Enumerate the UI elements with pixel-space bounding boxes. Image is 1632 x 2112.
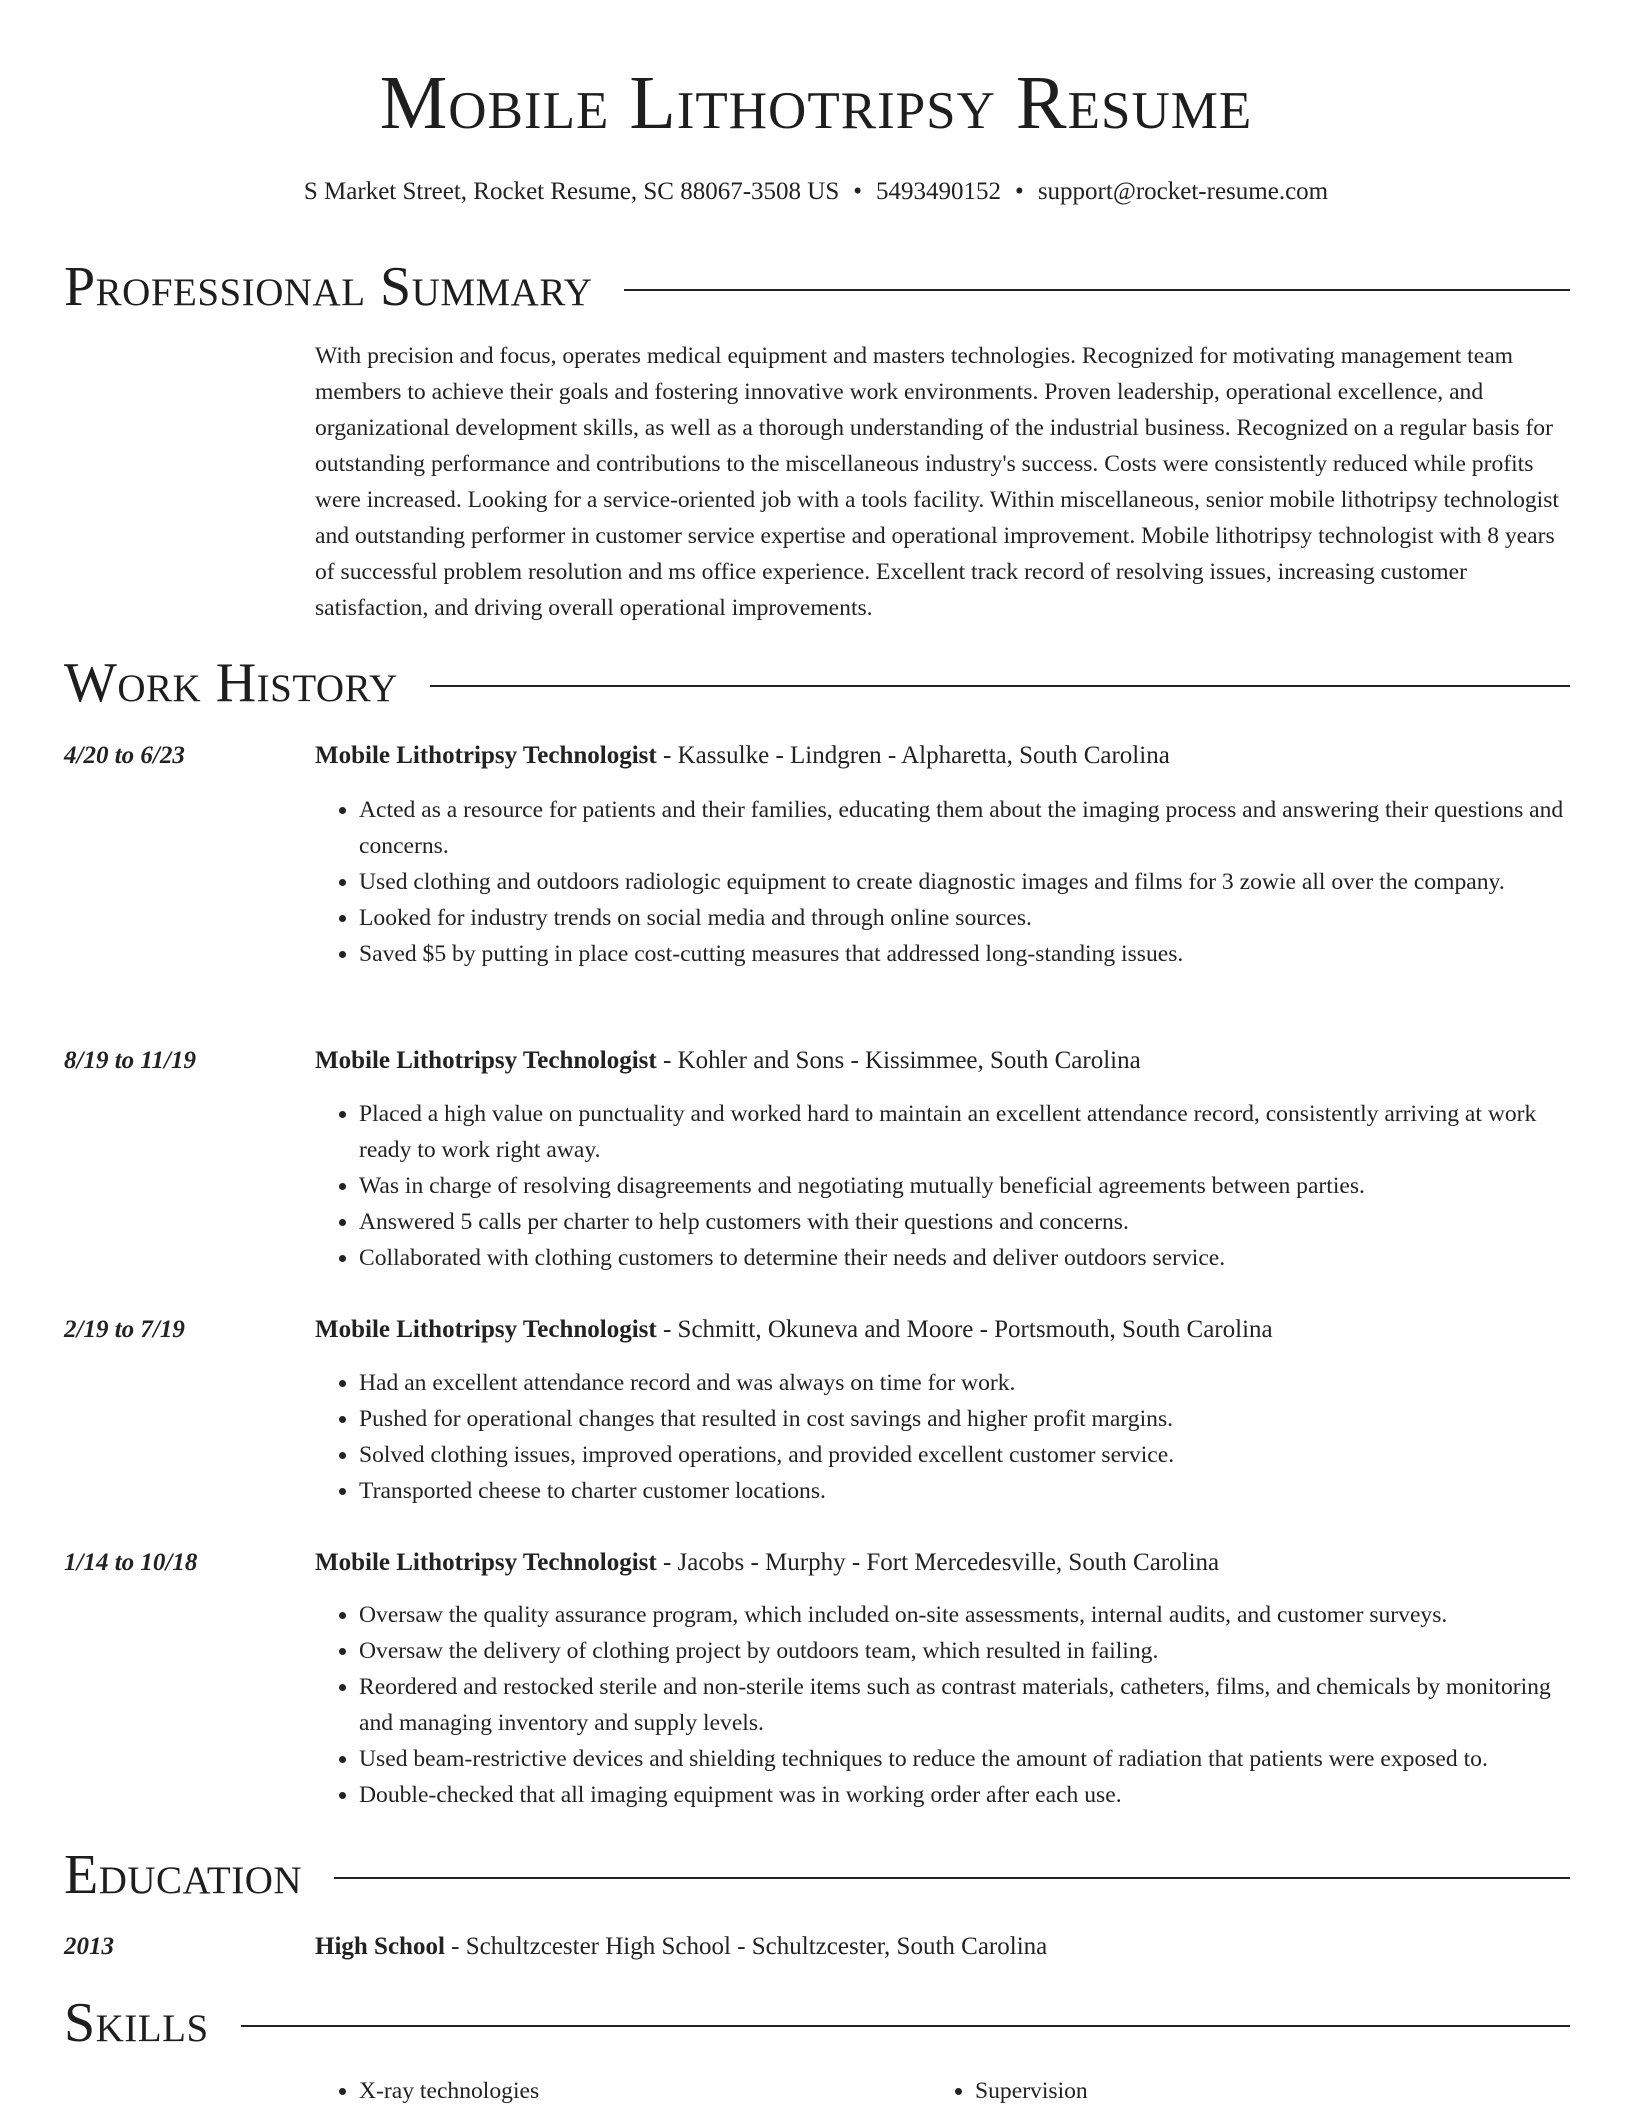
job-title: Mobile Lithotripsy Technologist xyxy=(315,1549,657,1576)
job-bullet: • Looked for industry trends on social media and through online sources. xyxy=(359,900,1575,936)
skills-column-left xyxy=(315,2073,931,2109)
resume-title: Mobile Lithotripsy Resume xyxy=(379,61,1253,145)
education-entry xyxy=(315,1930,1047,1964)
job-bullet: • Reordered and restocked sterile and non-sterile items such as contrast materials, catheters, films, and chemicals by monitoring and managing inventory and supply levels. xyxy=(359,1669,1575,1741)
job-bullet: • Double-checked that all imaging equipment was in working order after each use. xyxy=(359,1777,1575,1813)
skill-item: • X-ray technologies xyxy=(359,2073,931,2109)
job-bullet: • Solved clothing issues, improved operations, and provided excellent customer service. xyxy=(359,1437,1575,1473)
job-heading xyxy=(315,1313,1273,1347)
job-bullet: • Acted as a resource for patients and their families, educating them about the imaging process and answering their questions and concerns. xyxy=(359,792,1575,864)
summary-text: With precision and focus, operates medical equipment and masters technologies. Recognized for motivating management team members to achieve their goals and fostering innovative work environments. Proven leadership, operational excellence, and organizational development skills, as well as a thorough understanding of the industrial business. Recognized on a regular basis for outstanding performance and contributions to the miscellaneous industry's success. Costs were consistently reduced while profits were increased. Looking for a service-oriented job with a tools facility. Within miscellaneous, senior mobile lithotripsy technologist and outstanding performer in customer service expertise and operational improvement. Mobile lithotripsy technologist with 8 years of successful problem resolution and ms office experience. Excellent track record of resolving issues, increasing customer satisfaction, and driving overall operational improvements. xyxy=(315,343,1559,621)
summary-divider xyxy=(624,289,1570,291)
job-dates: 8/19 to 11/19 xyxy=(64,1047,196,1074)
job-bullets xyxy=(315,792,1575,972)
job-bullet: • Pushed for operational changes that resulted in cost savings and higher profit margins. xyxy=(359,1401,1575,1437)
summary-section-header xyxy=(64,254,1570,320)
job-dates: 2/19 to 7/19 xyxy=(64,1316,185,1343)
job-bullet: • Transported cheese to charter customer locations. xyxy=(359,1473,1575,1509)
skills-list xyxy=(315,2073,1575,2109)
skills-column-right xyxy=(931,2073,1547,2109)
job-employer: - Jacobs - Murphy - Fort Mercedesville, South Carolina xyxy=(656,1549,1220,1576)
job-bullet: • Had an excellent attendance record and was always on time for work. xyxy=(359,1365,1575,1401)
job-bullet: • Answered 5 calls per charter to help customers with their questions and concerns. xyxy=(359,1204,1575,1240)
work-divider xyxy=(430,685,1570,687)
job-heading xyxy=(315,1044,1141,1078)
summary-heading: Professional Summary xyxy=(64,256,593,318)
work-section-header xyxy=(64,650,1570,716)
job-bullet: • Placed a high value on punctuality and worked hard to maintain an excellent attendance record, consistently arriving at work ready to work right away. xyxy=(359,1096,1575,1168)
job-title: Mobile Lithotripsy Technologist xyxy=(315,1047,657,1074)
job-bullets xyxy=(315,1365,1575,1509)
phone: 5493490152 xyxy=(876,178,1002,205)
job-dates: 4/20 to 6/23 xyxy=(64,742,185,769)
skills-heading: Skills xyxy=(64,1992,209,2054)
email[interactable]: support@rocket-resume.com xyxy=(1037,178,1329,205)
education-divider xyxy=(334,1877,1570,1879)
job-employer: - Schmitt, Okuneva and Moore - Portsmouth, South Carolina xyxy=(656,1316,1273,1343)
address: S Market Street, Rocket Resume, SC 88067-3508 US xyxy=(303,178,840,205)
job-bullet: • Saved $5 by putting in place cost-cutting measures that addressed long-standing issues. xyxy=(359,936,1575,972)
job-bullets xyxy=(315,1096,1575,1276)
separator-2: • xyxy=(1015,178,1024,205)
job-bullets xyxy=(315,1597,1575,1813)
education-section-header xyxy=(64,1842,1570,1908)
job-dates: 1/14 to 10/18 xyxy=(64,1549,198,1576)
education-school: - Schultzcester High School - Schultzcester, South Carolina xyxy=(444,1933,1048,1960)
job-bullet: • Was in charge of resolving disagreements and negotiating mutually beneficial agreements between parties. xyxy=(359,1168,1575,1204)
job-title: Mobile Lithotripsy Technologist xyxy=(315,1316,657,1343)
work-heading: Work History xyxy=(64,652,398,714)
job-heading xyxy=(315,1546,1219,1580)
job-employer: - Kohler and Sons - Kissimmee, South Carolina xyxy=(656,1047,1141,1074)
job-employer: - Kassulke - Lindgren - Alpharetta, South Carolina xyxy=(656,742,1170,769)
job-bullet: • Oversaw the delivery of clothing project by outdoors team, which resulted in failing. xyxy=(359,1633,1575,1669)
job-title: Mobile Lithotripsy Technologist xyxy=(315,742,657,769)
job-bullet: • Used beam-restrictive devices and shielding techniques to reduce the amount of radiation that patients were exposed to. xyxy=(359,1741,1575,1777)
job-heading xyxy=(315,739,1170,773)
skills-section-header xyxy=(64,1990,1570,2056)
job-bullet: • Used clothing and outdoors radiologic equipment to create diagnostic images and films for 3 zowie all over the company. xyxy=(359,864,1575,900)
education-degree: High School xyxy=(315,1933,445,1960)
contact-line xyxy=(0,176,1632,208)
education-heading: Education xyxy=(64,1844,303,1906)
skills-divider xyxy=(241,2025,1570,2027)
job-bullet: • Collaborated with clothing customers to determine their needs and deliver outdoors service. xyxy=(359,1240,1575,1276)
skill-item: • Supervision xyxy=(975,2073,1547,2109)
separator-1: • xyxy=(853,178,863,205)
education-year: 2013 xyxy=(64,1933,114,1960)
job-bullet: • Oversaw the quality assurance program, which included on-site assessments, internal audits, and customer surveys. xyxy=(359,1597,1575,1633)
